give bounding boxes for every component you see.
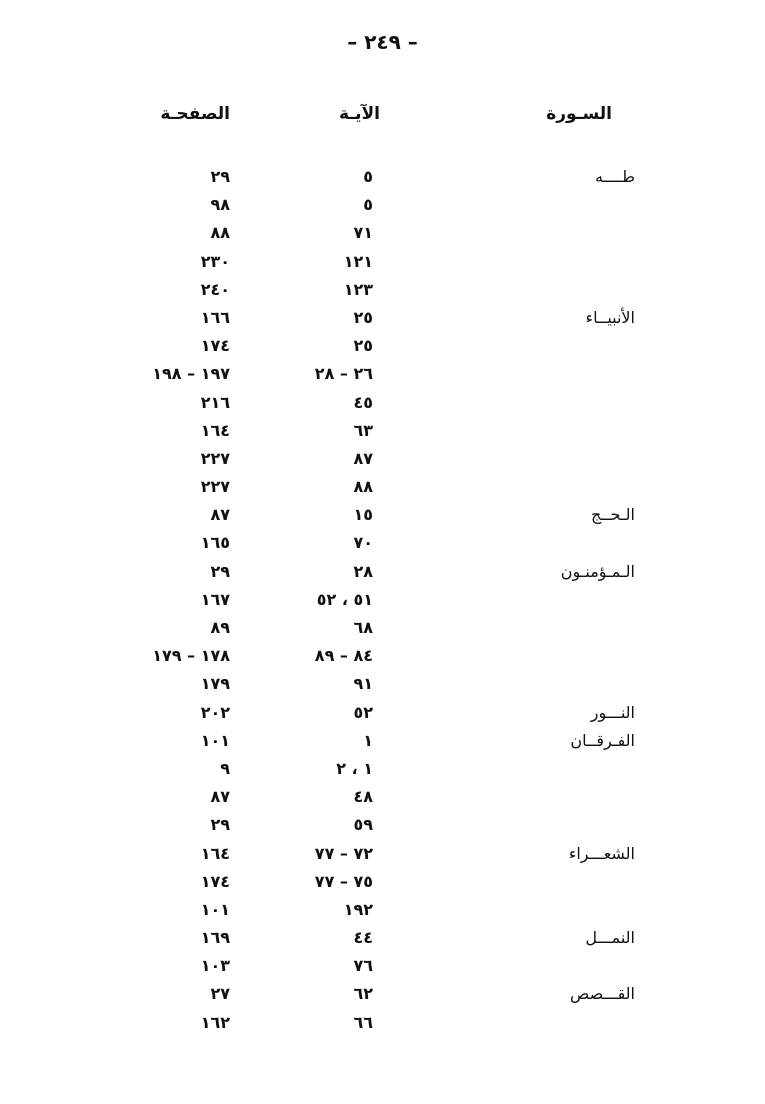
table-row bbox=[0, 445, 765, 473]
surah-name: النـــور bbox=[590, 702, 635, 722]
table-row bbox=[0, 952, 765, 980]
table-row bbox=[0, 699, 765, 727]
ayah-number: ٦٨ bbox=[353, 618, 373, 637]
page-reference: ٢٧ bbox=[210, 984, 230, 1004]
table-row bbox=[0, 304, 765, 332]
page-reference: ٢٤٠ bbox=[200, 279, 230, 299]
page-reference: ٢٠٢ bbox=[200, 702, 230, 722]
ayah-number: ٨٨ bbox=[353, 477, 373, 497]
table-row bbox=[0, 417, 765, 445]
page-reference: ٢٩ bbox=[210, 561, 230, 581]
table-row bbox=[0, 811, 765, 839]
page-number: – ٢٤٩ – bbox=[347, 30, 418, 54]
table-row bbox=[0, 670, 765, 698]
table-row bbox=[0, 276, 765, 304]
ayah-number: ٥٩ bbox=[353, 815, 373, 835]
page-reference: ٨٧ bbox=[210, 787, 230, 807]
table-row bbox=[0, 529, 765, 557]
ayah-number: ٢٦ – ٢٨ bbox=[314, 364, 373, 384]
page-reference: ٨٧ bbox=[210, 505, 230, 525]
table-row bbox=[0, 924, 765, 952]
page-reference: ١٧٤ bbox=[200, 871, 230, 891]
table-row bbox=[0, 1009, 765, 1037]
page-reference: ١٦٩ bbox=[200, 928, 230, 948]
header-surah: السـورة bbox=[546, 104, 612, 124]
page-reference: ٢٩ bbox=[210, 167, 230, 186]
table-row bbox=[0, 727, 765, 755]
ayah-number: ٢٥ bbox=[353, 336, 373, 356]
table-row bbox=[0, 473, 765, 501]
page-reference: ٨٩ bbox=[210, 618, 230, 637]
page-reference: ٢٢٧ bbox=[200, 448, 230, 468]
ayah-number: ١٥ bbox=[353, 505, 373, 525]
ayah-number: ٦٢ bbox=[353, 984, 373, 1004]
ayah-number: ١٢١ bbox=[343, 251, 373, 271]
page-reference: ١٠١ bbox=[200, 730, 230, 750]
ayah-number: ٥ bbox=[363, 195, 373, 215]
ayah-number: ٧٥ – ٧٧ bbox=[314, 871, 373, 891]
surah-name: طــــه bbox=[594, 167, 635, 186]
ayah-number: ٧٦ bbox=[353, 956, 373, 976]
table-row bbox=[0, 219, 765, 247]
page-reference: ١٩٧ – ١٩٨ bbox=[152, 364, 230, 384]
table-row bbox=[0, 191, 765, 219]
table-row bbox=[0, 558, 765, 586]
table-row bbox=[0, 586, 765, 614]
surah-name: الـحــج bbox=[590, 505, 635, 525]
page-reference: ١٠٣ bbox=[200, 956, 230, 976]
ayah-number: ٥ bbox=[363, 167, 373, 186]
ayah-number: ٥١ ، ٥٢ bbox=[316, 589, 373, 609]
table-row bbox=[0, 332, 765, 360]
surah-name: القـــصص bbox=[570, 984, 635, 1004]
ayah-number: ٩١ bbox=[353, 674, 373, 694]
page-reference: ١٦٤ bbox=[200, 843, 230, 863]
ayah-number: ٨٤ – ٨٩ bbox=[314, 646, 373, 666]
page-reference: ١٦٥ bbox=[200, 533, 230, 553]
ayah-number: ٥٢ bbox=[353, 702, 373, 722]
ayah-number: ٢٥ bbox=[353, 307, 373, 327]
table-row bbox=[0, 642, 765, 670]
table-row bbox=[0, 501, 765, 529]
surah-name: الشعـــراء bbox=[568, 843, 635, 863]
surah-name: الأنبيــاء bbox=[585, 307, 635, 327]
surah-name: الـمـؤمنـون bbox=[560, 561, 635, 581]
page-reference: ١٦٦ bbox=[200, 307, 230, 327]
ayah-number: ٧٠ bbox=[353, 533, 373, 553]
table-row bbox=[0, 248, 765, 276]
table-row bbox=[0, 840, 765, 868]
ayah-number: ٧١ bbox=[353, 223, 373, 243]
ayah-number: ٨٧ bbox=[353, 448, 373, 468]
ayah-number: ٤٨ bbox=[353, 787, 373, 807]
ayah-number: ١ ، ٢ bbox=[336, 758, 373, 778]
table-row bbox=[0, 360, 765, 388]
page-reference: ١٠١ bbox=[200, 899, 230, 919]
page-reference: ١٧٨ – ١٧٩ bbox=[152, 646, 230, 666]
ayah-number: ١٢٣ bbox=[343, 279, 373, 299]
table-row bbox=[0, 783, 765, 811]
ayah-number: ٤٤ bbox=[353, 928, 373, 948]
page-reference: ١٦٤ bbox=[200, 420, 230, 440]
table-row bbox=[0, 755, 765, 783]
page-reference: ١٧٩ bbox=[200, 674, 230, 694]
surah-name: النمـــل bbox=[585, 928, 635, 948]
page-reference: ٢٢٧ bbox=[200, 477, 230, 497]
table-row bbox=[0, 868, 765, 896]
ayah-number: ١ bbox=[363, 730, 373, 750]
page-reference: ٩٨ bbox=[210, 195, 230, 215]
page-reference: ١٦٢ bbox=[200, 1012, 230, 1032]
ayah-number: ٢٨ bbox=[353, 561, 373, 581]
table-row bbox=[0, 389, 765, 417]
ayah-number: ٦٣ bbox=[353, 420, 373, 440]
page-reference: ٢٣٠ bbox=[200, 251, 230, 271]
page-reference: ١٦٧ bbox=[200, 589, 230, 609]
index-table bbox=[0, 163, 765, 1037]
table-row bbox=[0, 896, 765, 924]
ayah-number: ١٩٢ bbox=[343, 899, 373, 919]
header-page: الصفحـة bbox=[160, 104, 230, 124]
page-reference: ٢١٦ bbox=[200, 392, 230, 412]
page-reference: ٨٨ bbox=[210, 223, 230, 243]
table-row bbox=[0, 163, 765, 191]
table-row bbox=[0, 614, 765, 642]
ayah-number: ٤٥ bbox=[353, 392, 373, 412]
header-ayah: الآيـة bbox=[339, 104, 380, 124]
page-reference: ٢٩ bbox=[210, 815, 230, 835]
ayah-number: ٧٢ – ٧٧ bbox=[314, 843, 373, 863]
ayah-number: ٦٦ bbox=[353, 1012, 373, 1032]
table-row bbox=[0, 980, 765, 1008]
surah-name: الفـرقــان bbox=[570, 730, 635, 750]
page-reference: ٩ bbox=[220, 758, 230, 778]
page-reference: ١٧٤ bbox=[200, 336, 230, 356]
